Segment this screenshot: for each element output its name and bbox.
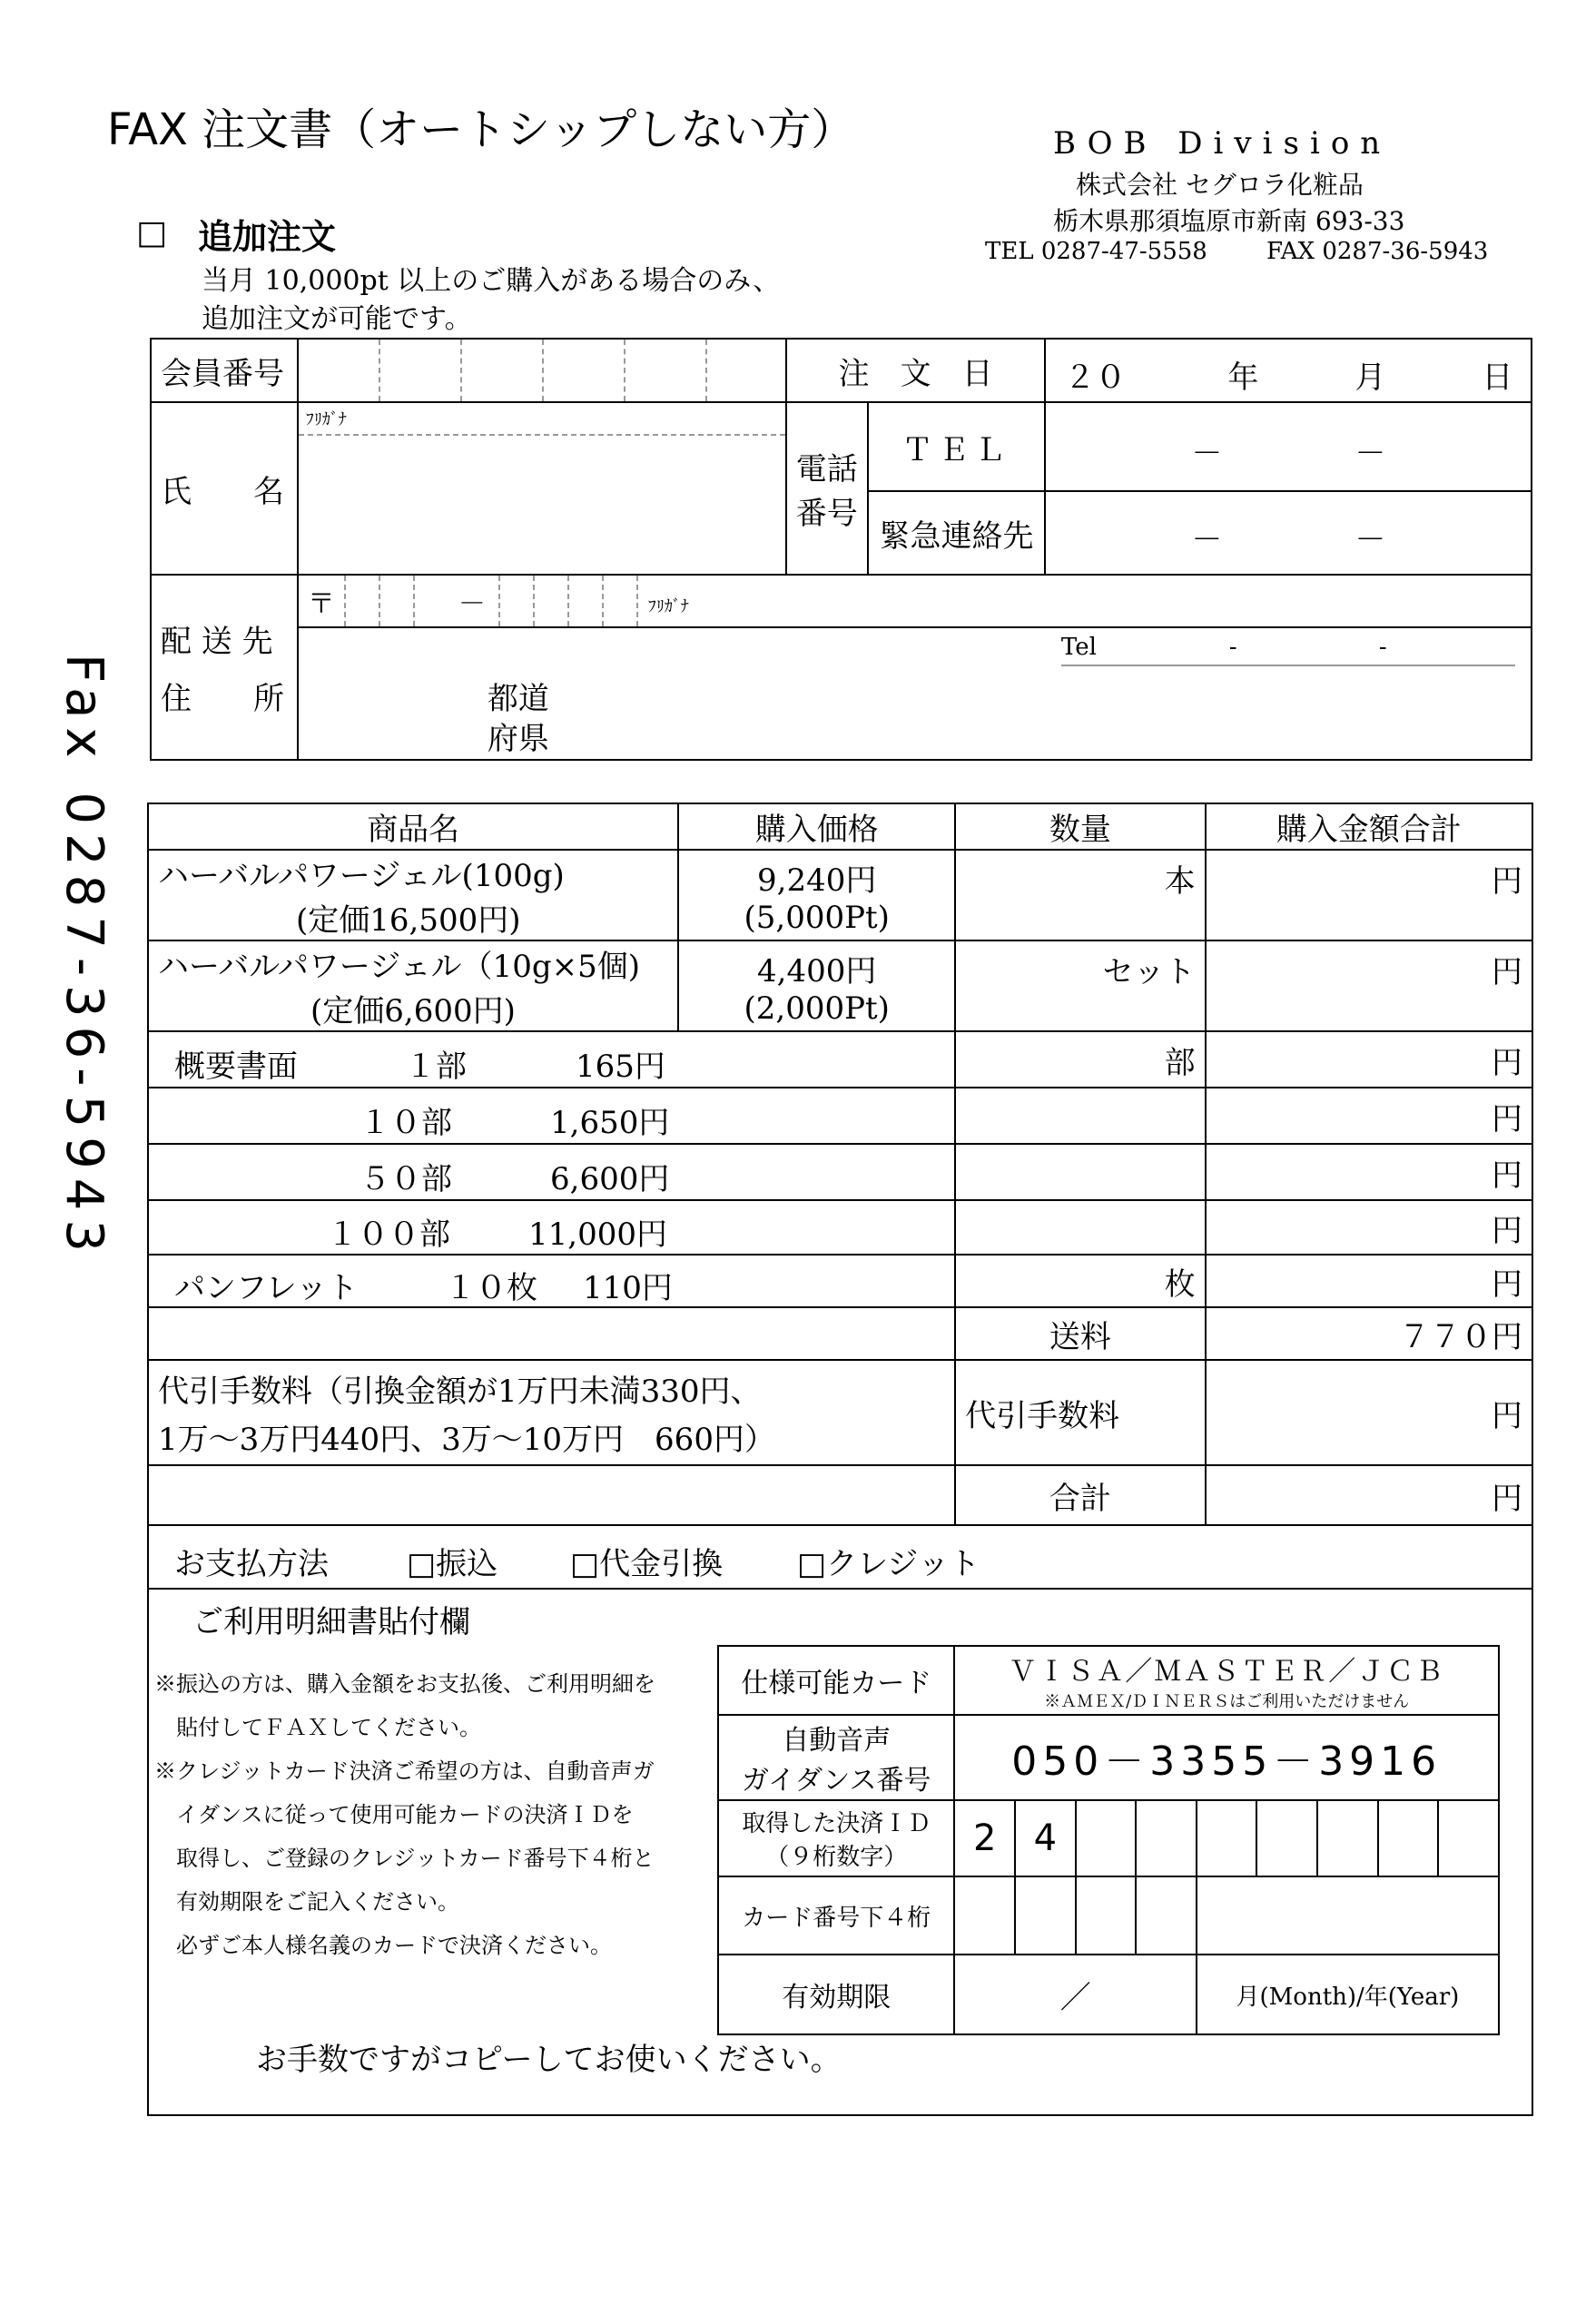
statement-footer: お手数ですがコピーしてお使いください。 [256,2042,842,2078]
expiry-field[interactable]: ／ [954,1955,1196,2034]
last4-label: カード番号下４桁 [718,1876,954,1955]
company-fax: FAX 0287-36-5943 [1266,238,1489,265]
id-digit[interactable]: 2 [954,1800,1015,1876]
company-division: BOB Division [1053,125,1392,162]
cod-label: 代引手数料 [955,1360,1206,1465]
product-price-yen: 4,400円 [757,952,877,990]
id-digit[interactable]: 4 [1015,1800,1076,1876]
cod-note-2: 1万～3万円440円、3万～10万円 660円） [158,1422,775,1458]
member-no-digit[interactable] [706,339,786,402]
phone-label-2: 番号 [795,496,858,532]
product-price [678,940,955,1031]
payment-row [148,1525,1532,1589]
expiry-unit: 月(Month)/年(Year) [1197,1955,1499,2034]
dash: － [1191,522,1223,558]
booklet-row [148,1144,955,1200]
member-no-digit[interactable] [543,339,625,402]
header-product: 商品名 [148,803,678,850]
product-list-price: (定価6,600円) [310,993,516,1029]
header-total: 購入金額合計 [1206,803,1532,850]
prefecture-1: 都道 [487,681,549,717]
address-label-2: 住 所 [161,681,284,717]
date-day: 日 [1482,359,1513,396]
phone-label [786,402,868,575]
statement-note: ※クレジットカード決済ご希望の方は、自動音声ガ [154,1758,655,1784]
id-digit[interactable] [1197,1800,1257,1876]
product-name-1: ハーバルパワージェル（10g×5個) [158,949,640,985]
booklet-price: 11,000円 [528,1216,667,1253]
member-no-digit[interactable] [298,339,379,402]
tel-field[interactable] [1045,402,1532,491]
product-price-yen: 9,240円 [757,862,877,899]
id-digit[interactable] [1136,1800,1197,1876]
voice-label-2: ガイダンス番号 [741,1765,931,1797]
address-furigana: ﾌﾘｶﾞﾅ [647,597,689,616]
id-digit[interactable] [1438,1800,1499,1876]
side-fax-number: Fax 0287-36-5943 [54,654,113,1262]
booklet-qty: １０部 [360,1105,452,1141]
product-list-price: (定価16,500円) [296,902,521,939]
cod-fee-field[interactable]: 円 [1206,1360,1532,1465]
pamphlet-label: パンフレット [174,1270,359,1306]
last4-digit[interactable] [954,1876,1015,1955]
address-label-1: 配 送 先 [161,624,273,660]
voice-number: 050－3355－3916 [954,1715,1499,1800]
member-no-digit[interactable] [461,339,543,402]
qty-field[interactable]: セット [955,940,1206,1031]
shipping-value: ７７０円 [1206,1307,1532,1360]
booklet-qty: １００部 [327,1216,450,1253]
id-label-1: 取得した決済ＩＤ [742,1810,931,1837]
date-20: ２０ [1064,359,1127,396]
product-name [148,850,678,940]
name-label: 氏 名 [151,402,298,575]
id-digit[interactable] [1076,1800,1137,1876]
statement-note: 貼付してＦＡＸしてください。 [154,1715,481,1740]
order-date-field[interactable] [1045,339,1532,402]
date-month: 月 [1355,359,1386,396]
cod-note [148,1360,955,1465]
total-field[interactable]: 円 [1206,1255,1532,1307]
statement-note: 有効期限をご記入ください。 [154,1889,459,1915]
total-spacer [148,1465,955,1525]
product-price [678,850,955,940]
payment-label: お支払方法 [174,1546,329,1582]
total-label: 合計 [955,1465,1206,1525]
booklet-qty: ５０部 [360,1161,452,1197]
emergency-label: 緊急連絡先 [868,491,1046,575]
company-address: 栃木県那須塩原市新南 693-33 [1053,206,1405,236]
expiry-label: 有効期限 [718,1955,954,2034]
address-tel-dash: - [1378,634,1387,661]
order-date-label: 注 文 日 [786,339,1045,402]
pamphlet-qty: １０枚 [445,1270,537,1306]
statement-note: 取得し、ご登録のクレジットカード番号下４桁と [154,1846,655,1871]
total-field[interactable]: 円 [1206,850,1532,940]
statement-note: イダンスに従って使用可能カードの決済ＩＤを [154,1802,634,1827]
id-digit[interactable] [1378,1800,1439,1876]
name-furigana: ﾌﾘｶﾞﾅ [299,403,785,436]
member-no-digit[interactable] [625,339,706,402]
additional-order-heading: 追加注文 [198,216,337,257]
additional-order-note-1: 当月 10,000pt 以上のご購入がある場合のみ、 [202,265,781,297]
cards-value: ＶＩＳＡ／ＭＡＳＴＥＲ／ＪＣＢ [1009,1656,1445,1688]
booklet-row [148,1200,955,1255]
total-field[interactable]: 円 [1206,1144,1532,1200]
product-name [148,940,678,1031]
member-no-digit[interactable] [379,339,461,402]
additional-order-checkbox[interactable]: □ [136,214,168,251]
company-tel: TEL 0287-47-5558 [985,238,1207,265]
address-tel-row[interactable] [1061,630,1515,666]
qty-field[interactable]: 枚 [955,1255,1206,1307]
booklet-row [148,1088,955,1144]
additional-order-note-2: 追加注文が可能です。 [202,303,472,335]
id-label-2: （９桁数字） [765,1844,908,1871]
booklet-qty: １部 [405,1049,467,1085]
payment-cod-checkbox[interactable]: □代金引換 [570,1546,724,1582]
total-field[interactable]: 円 [1206,940,1532,1031]
address-tel-dash: - [1228,634,1237,661]
postal-dash: － [458,588,486,620]
pamphlet-price: 110円 [583,1270,673,1306]
dash: － [1191,436,1223,472]
dash: － [1355,522,1386,558]
booklet-price: 165円 [576,1049,665,1085]
booklet-label: 概要書面 [174,1049,298,1085]
company-name: 株式会社 セグロラ化粧品 [1076,170,1364,200]
statement-notes [154,1662,655,1967]
payment-credit-checkbox[interactable]: □クレジット [797,1546,980,1582]
last4-spacer [1197,1876,1499,1955]
address-tel-label: Tel [1060,634,1097,661]
postal-row [299,576,1532,628]
address-label [151,575,298,760]
id-digit[interactable] [1317,1800,1378,1876]
qty-field[interactable] [955,1088,1206,1144]
phone-label-1: 電話 [795,451,858,487]
id-label [718,1800,954,1876]
name-field[interactable] [298,402,786,575]
booklet-price: 1,650円 [550,1105,670,1141]
id-digit[interactable] [1256,1800,1317,1876]
product-price-pt: (2,000Pt) [744,990,890,1027]
pamphlet-row [148,1255,955,1307]
booklet-price: 6,600円 [550,1161,670,1197]
qty-field[interactable] [955,1144,1206,1200]
postal-mark: 〒 [307,588,335,620]
payment-transfer-checkbox[interactable]: □振込 [407,1546,498,1582]
booklet-row [148,1031,955,1088]
header-qty: 数量 [955,803,1206,850]
last4-digit[interactable] [1136,1876,1197,1955]
date-year: 年 [1227,359,1259,396]
member-no-label: 会員番号 [151,339,298,402]
voice-label-1: 自動音声 [782,1725,892,1757]
tel-label: ＴＥＬ [868,402,1046,491]
header-price: 購入価格 [678,803,955,850]
qty-field[interactable] [955,1200,1206,1255]
member-form [150,338,1532,761]
cod-note-1: 代引手数料（引換金額が1万円未満330円、 [158,1374,762,1410]
cards-value-cell [954,1646,1499,1715]
statement-heading: ご利用明細書貼付欄 [192,1604,470,1640]
total-field[interactable]: 円 [1206,1031,1532,1088]
emergency-field[interactable] [1045,491,1532,575]
voice-label [718,1715,954,1800]
card-box [717,1645,1500,2035]
statement-note: 必ずご本人様名義のカードで決済ください。 [154,1933,612,1958]
page-title: FAX 注文書（オートシップしない方） [107,104,855,155]
shipping-label: 送料 [955,1307,1206,1360]
total-field[interactable]: 円 [1206,1200,1532,1255]
dash: － [1355,436,1386,472]
shipping-spacer [148,1307,955,1360]
qty-field[interactable]: 部 [955,1031,1206,1088]
last4-digit[interactable] [1076,1876,1137,1955]
prefecture-2: 府県 [487,721,549,757]
cards-note: ※ＡＭＥＸ/ＤＩＮＥＲＳはご利用いただけません [1044,1692,1410,1711]
grand-total-field[interactable]: 円 [1206,1465,1532,1525]
address-field[interactable] [298,575,1532,760]
qty-field[interactable]: 本 [955,850,1206,940]
product-price-pt: (5,000Pt) [744,899,890,936]
product-name-1: ハーバルパワージェル(100g) [158,858,565,894]
total-field[interactable]: 円 [1206,1088,1532,1144]
cards-label: 仕様可能カード [718,1646,954,1715]
statement-note: ※振込の方は、購入金額をお支払後、ご利用明細を [154,1671,655,1697]
last4-digit[interactable] [1015,1876,1076,1955]
